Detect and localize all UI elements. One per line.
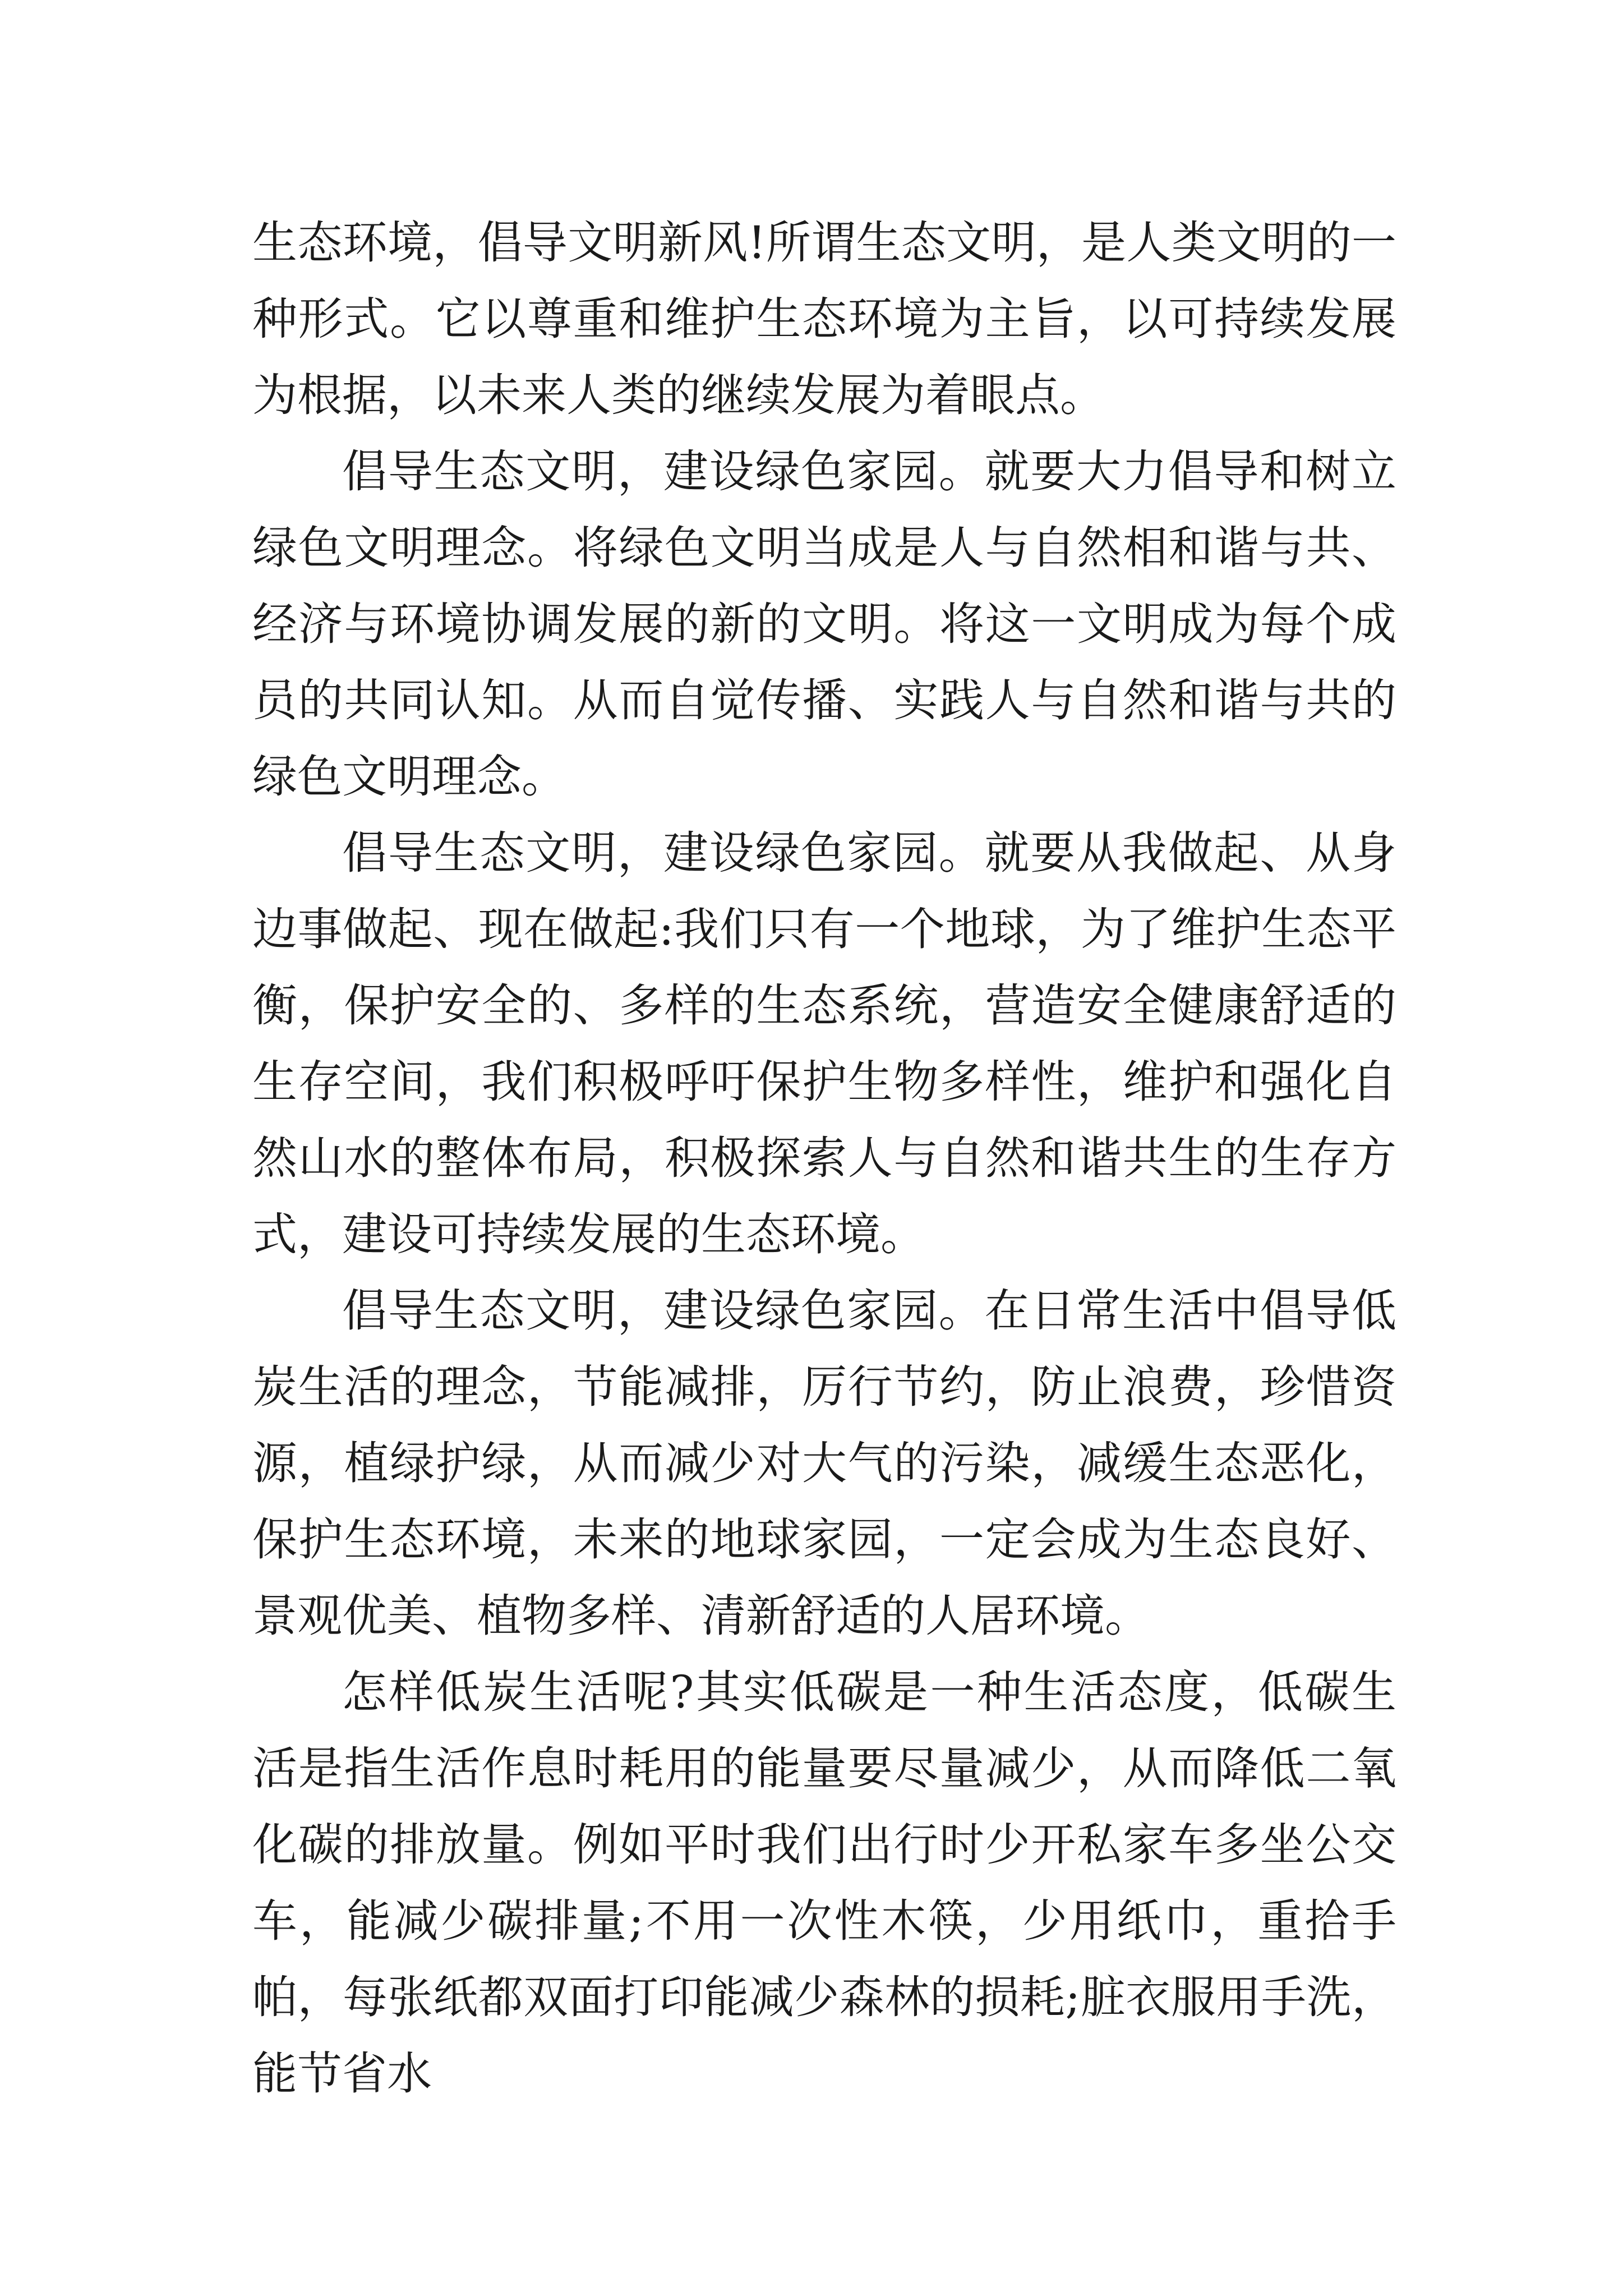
document-body xyxy=(252,205,1396,2112)
paragraph-5: 怎样低炭生活呢?其实低碳是一种生活态度，低碳生活是指生活作息时耗用的能量要尽量减少，从而降低二氧化碳的排放量。例如平时我们出行时少开私家车多坐公交车，能减少碳排量;不用一次性木筷，少用纸巾，重拾手帕，每张纸都双面打印能减少森林的损耗;脏衣服用手洗，能节省水 xyxy=(252,1666,1396,2100)
paragraph-2: 倡导生态文明，建设绿色家园。就要大力倡导和树立绿色文明理念。将绿色文明当成是人与自然相和谐与共、经济与环境协调发展的新的文明。将这一文明成为每个成员的共同认知。从而自觉传播、实践人与自然和谐与共的绿色文明理念。 xyxy=(252,445,1396,803)
paragraph-4: 倡导生态文明，建设绿色家园。在日常生活中倡导低炭生活的理念，节能减排，厉行节约，防止浪费，珍惜资源，植绿护绿，从而减少对大气的污染，减缓生态恶化，保护生态环境，未来的地球家园，一定会成为生态良好、景观优美、植物多样、清新舒适的人居环境。 xyxy=(252,1285,1396,1642)
paragraph-1: 生态环境，倡导文明新风!所谓生态文明，是人类文明的一种形式。它以尊重和维护生态环境为主旨，以可持续发展为根据，以未来人类的继续发展为着眼点。 xyxy=(252,217,1396,421)
paragraph-3: 倡导生态文明，建设绿色家园。就要从我做起、从身边事做起、现在做起:我们只有一个地球，为了维护生态平衡，保护安全的、多样的生态系统，营造安全健康舒适的生存空间，我们积极呼吁保护生物多样性，维护和强化自然山水的整体布局，积极探索人与自然和谐共生的生存方式，建设可持续发展的生态环境。 xyxy=(252,827,1396,1260)
